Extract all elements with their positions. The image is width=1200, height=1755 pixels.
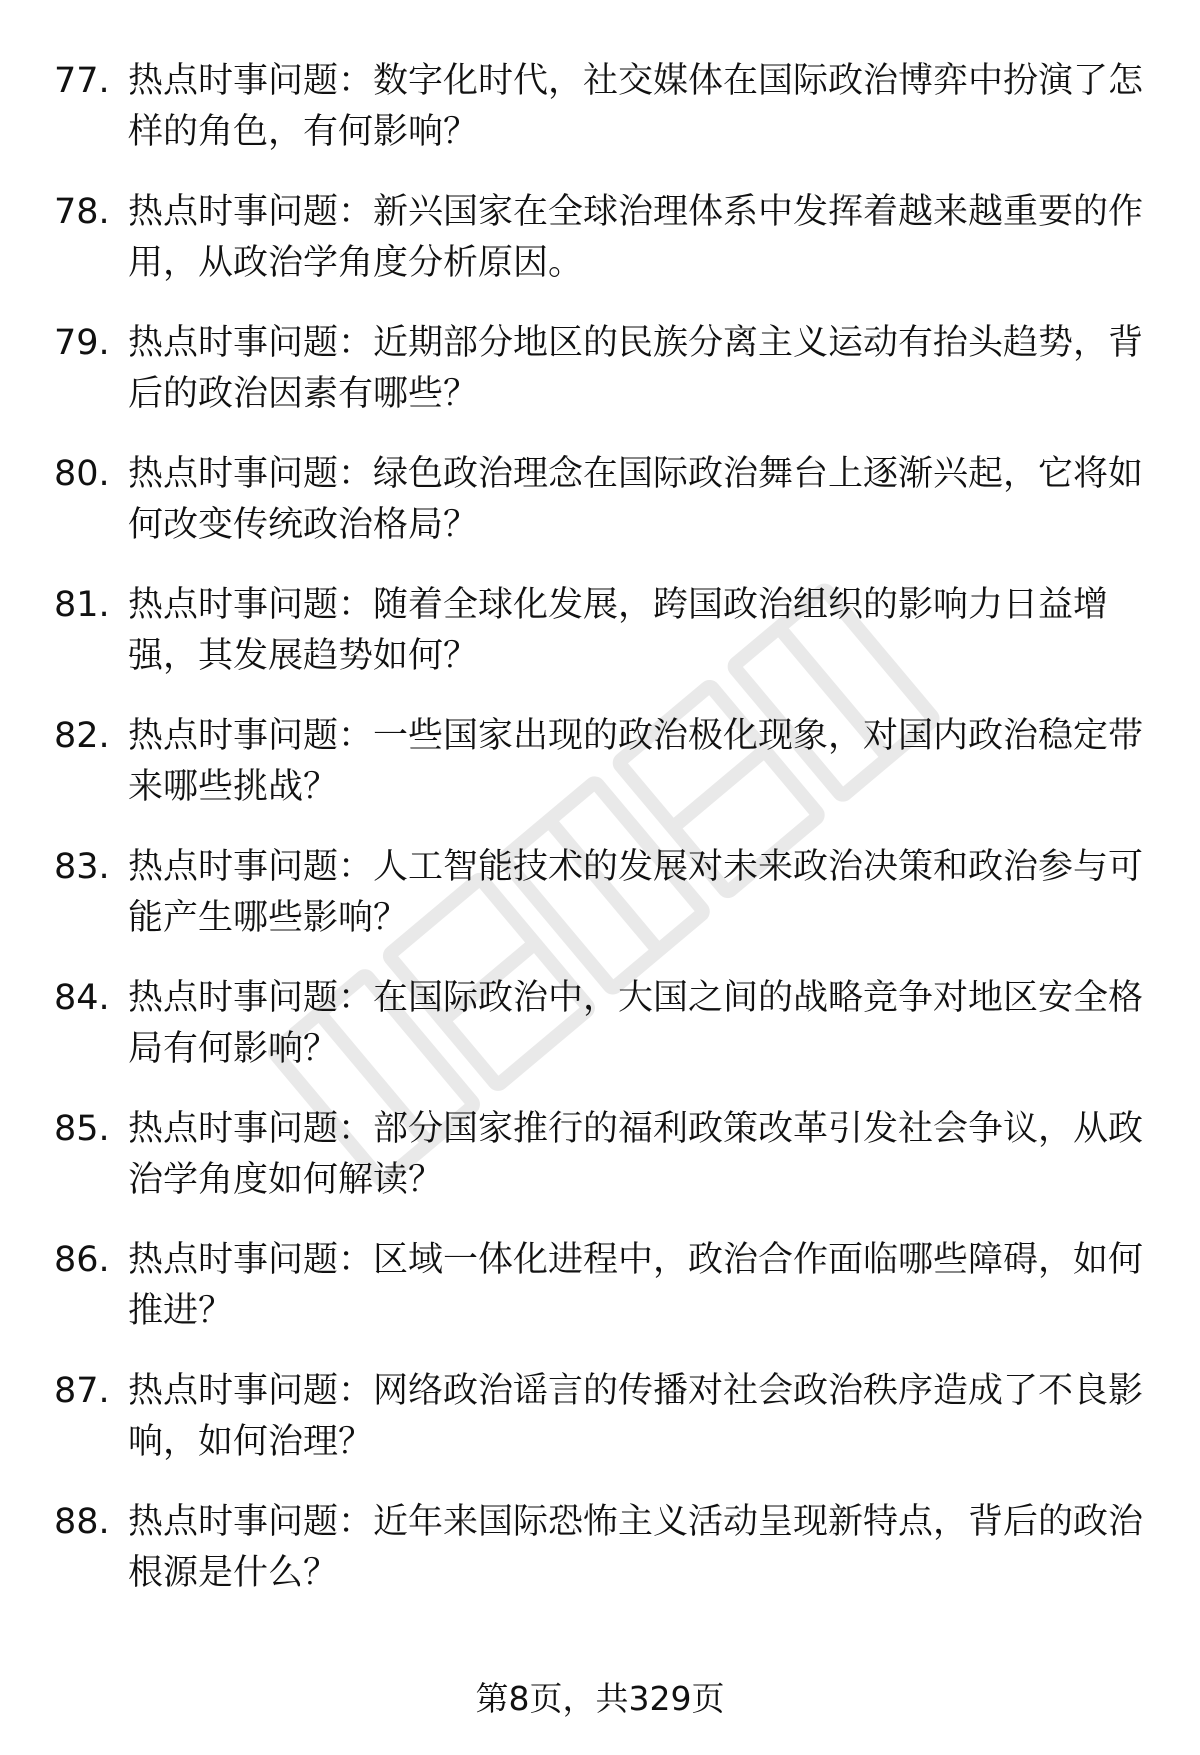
question-text: 热点时事问题：在国际政治中，大国之间的战略竞争对地区安全格局有何影响？ [128, 978, 1144, 1069]
question-text: 热点时事问题：近年来国际恐怖主义活动呈现新特点，背后的政治根源是什么？ [128, 1502, 1144, 1593]
question-number: 88. [54, 1502, 110, 1542]
question-number: 85. [54, 1109, 110, 1149]
question-item [54, 187, 1144, 318]
question-item [54, 1497, 1144, 1628]
question-number: 87. [54, 1371, 110, 1411]
question-item [54, 711, 1144, 842]
question-number: 83. [54, 847, 110, 887]
question-item [54, 56, 1144, 187]
question-text: 热点时事问题：随着全球化发展，跨国政治组织的影响力日益增强，其发展趋势如何？ [128, 585, 1109, 676]
question-number: 84. [54, 978, 110, 1018]
question-text: 热点时事问题：网络政治谣言的传播对社会政治秩序造成了不良影响，如何治理？ [128, 1371, 1144, 1462]
question-item [54, 580, 1144, 711]
question-text: 热点时事问题：绿色政治理念在国际政治舞台上逐渐兴起，它将如何改变传统政治格局？ [128, 454, 1144, 545]
question-list [54, 56, 1144, 1628]
question-text: 热点时事问题：人工智能技术的发展对未来政治决策和政治参与可能产生哪些影响？ [128, 847, 1144, 938]
question-item [54, 1366, 1144, 1497]
question-number: 82. [54, 716, 110, 756]
question-text: 热点时事问题：区域一体化进程中，政治合作面临哪些障碍，如何推进？ [128, 1240, 1144, 1331]
question-number: 86. [54, 1240, 110, 1280]
question-number: 77. [54, 61, 110, 101]
question-number: 78. [54, 192, 110, 232]
question-number: 81. [54, 585, 110, 625]
question-item [54, 449, 1144, 580]
question-number: 80. [54, 454, 110, 494]
question-number: 79. [54, 323, 110, 363]
question-item [54, 1235, 1144, 1366]
question-text: 热点时事问题：新兴国家在全球治理体系中发挥着越来越重要的作用，从政治学角度分析原因。 [128, 192, 1144, 283]
question-text: 热点时事问题：一些国家出现的政治极化现象，对国内政治稳定带来哪些挑战？ [128, 716, 1144, 807]
question-item [54, 973, 1144, 1104]
question-item [54, 318, 1144, 449]
question-text: 热点时事问题：近期部分地区的民族分离主义运动有抬头趋势，背后的政治因素有哪些？ [128, 323, 1144, 414]
page-footer: 第8页，共329页 [475, 1679, 725, 1718]
question-text: 热点时事问题：数字化时代，社交媒体在国际政治博弈中扮演了怎样的角色，有何影响？ [128, 61, 1144, 152]
question-item [54, 1104, 1144, 1235]
question-text: 热点时事问题：部分国家推行的福利政策改革引发社会争议，从政治学角度如何解读？ [128, 1109, 1144, 1200]
question-item [54, 842, 1144, 973]
